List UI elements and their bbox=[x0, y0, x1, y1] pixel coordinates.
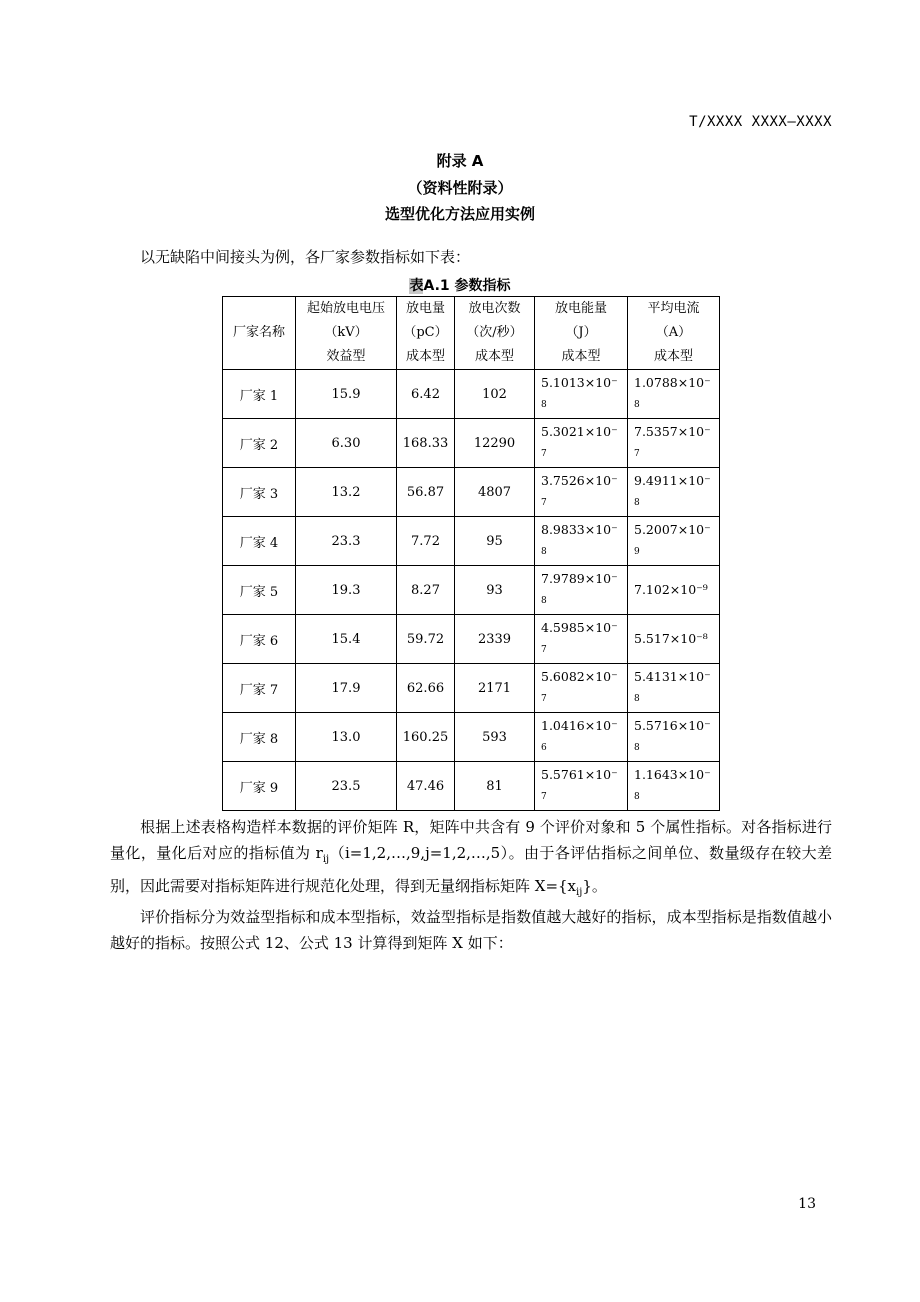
column-header-line: 放电量 bbox=[405, 301, 445, 316]
table-cell: 47.46 bbox=[397, 762, 455, 811]
table-cell: 厂家 2 bbox=[223, 419, 296, 468]
table-cell bbox=[535, 615, 628, 664]
table-row bbox=[223, 468, 720, 517]
para1-text-c: }。 bbox=[582, 877, 607, 895]
table-cell bbox=[535, 664, 628, 713]
table-cell: 厂家 3 bbox=[223, 468, 296, 517]
table-cell: 厂家 8 bbox=[223, 713, 296, 762]
table-cell: 102 bbox=[455, 370, 535, 419]
cell-line: 3.7526×10⁻ bbox=[541, 473, 618, 488]
document-code: T/XXXX XXXX—XXXX bbox=[689, 114, 832, 130]
cell-line: 8.9833×10⁻ bbox=[541, 522, 618, 537]
column-header-line: 起始放电电压 bbox=[306, 301, 385, 316]
cell-line: 8 bbox=[634, 400, 640, 410]
cell-line: 5.5716×10⁻ bbox=[634, 718, 711, 733]
cell-line: 8 bbox=[634, 743, 640, 753]
column-header-line: 放电能量 bbox=[554, 301, 607, 316]
column-header bbox=[455, 297, 535, 370]
paragraph-matrix bbox=[110, 814, 832, 906]
cell-line: 6 bbox=[541, 743, 547, 753]
cell-line: 1.1643×10⁻ bbox=[634, 767, 711, 782]
column-header bbox=[296, 297, 397, 370]
column-header-line: （A） bbox=[655, 325, 692, 340]
para1-text-a: 根据上述表格构造样本数据的评价矩阵 R，矩阵中共含有 9 个评价对象和 5 个属性指标。对各指标进行量化，量化后对应的指标值为 r bbox=[110, 818, 832, 862]
table-cell bbox=[535, 517, 628, 566]
column-header-line: （次/秒） bbox=[466, 325, 523, 340]
table-cell bbox=[628, 664, 720, 713]
cell-line: 5.4131×10⁻ bbox=[634, 669, 711, 684]
appendix-type: （资料性附录） bbox=[407, 179, 513, 197]
table-cell: 厂家 4 bbox=[223, 517, 296, 566]
table-cell: 168.33 bbox=[397, 419, 455, 468]
table-cell bbox=[628, 615, 720, 664]
para1-sub-1: ij bbox=[322, 854, 330, 865]
table-cell: 13.2 bbox=[296, 468, 397, 517]
table-cell bbox=[535, 419, 628, 468]
appendix-subject: 选型优化方法应用实例 bbox=[384, 205, 535, 223]
table-cell bbox=[628, 762, 720, 811]
table-cell: 厂家 5 bbox=[223, 566, 296, 615]
cell-line: 8 bbox=[541, 547, 547, 557]
table-cell bbox=[535, 468, 628, 517]
table-cell: 160.25 bbox=[397, 713, 455, 762]
column-header-line: 成本型 bbox=[653, 349, 693, 364]
table-cell: 15.4 bbox=[296, 615, 397, 664]
caption-prefix: 表 bbox=[409, 278, 424, 294]
cell-line: 7 bbox=[541, 792, 547, 802]
table-row bbox=[223, 762, 720, 811]
cell-line: 7.102×10⁻⁹ bbox=[634, 582, 708, 597]
column-header bbox=[535, 297, 628, 370]
table-cell bbox=[535, 566, 628, 615]
table-cell: 81 bbox=[455, 762, 535, 811]
table-cell: 13.0 bbox=[296, 713, 397, 762]
cell-line: 7 bbox=[634, 449, 640, 459]
para1-text-b: （i=1,2,…,9,j=1,2,…,5）。由于各评估指标之间单位、数量级存在较大差别，因此需要对指标矩阵进行规范化处理，得到无量纲指标矩阵 X={x bbox=[110, 844, 832, 895]
cell-line: 7 bbox=[541, 645, 547, 655]
table-cell: 6.42 bbox=[397, 370, 455, 419]
cell-line: 7.5357×10⁻ bbox=[634, 424, 711, 439]
table-caption bbox=[0, 275, 920, 295]
column-header-line: 成本型 bbox=[405, 349, 445, 364]
table-cell bbox=[628, 713, 720, 762]
cell-line: 5.6082×10⁻ bbox=[541, 669, 618, 684]
intro-text: 以无缺陷中间接头为例，各厂家参数指标如下表： bbox=[140, 248, 471, 266]
table-cell: 8.27 bbox=[397, 566, 455, 615]
table-row bbox=[223, 370, 720, 419]
cell-line: 5.5761×10⁻ bbox=[541, 767, 618, 782]
cell-line: 8 bbox=[634, 498, 640, 508]
column-header-line: 厂家名称 bbox=[232, 325, 285, 340]
para2-text: 评价指标分为效益型指标和成本型指标，效益型指标是指数值越大越好的指标，成本型指标是指数值越小越好的指标。按照公式 12、公式 13 计算得到矩阵 X 如下： bbox=[110, 908, 832, 952]
appendix-title: 附录 A bbox=[436, 152, 484, 170]
column-header-line: 平均电流 bbox=[647, 301, 700, 316]
table-row bbox=[223, 664, 720, 713]
table-cell bbox=[535, 762, 628, 811]
column-header bbox=[628, 297, 720, 370]
cell-line: 8 bbox=[634, 694, 640, 704]
table-row bbox=[223, 517, 720, 566]
table-cell: 17.9 bbox=[296, 664, 397, 713]
page-number: 13 bbox=[798, 1196, 816, 1212]
table-cell bbox=[628, 566, 720, 615]
column-header-line: 成本型 bbox=[474, 349, 514, 364]
table-cell: 2171 bbox=[455, 664, 535, 713]
caption-text: A.1 参数指标 bbox=[423, 278, 511, 294]
table-cell: 4807 bbox=[455, 468, 535, 517]
table-cell bbox=[628, 468, 720, 517]
cell-line: 5.2007×10⁻ bbox=[634, 522, 711, 537]
cell-line: 7.9789×10⁻ bbox=[541, 571, 618, 586]
table-cell: 15.9 bbox=[296, 370, 397, 419]
table-cell: 62.66 bbox=[397, 664, 455, 713]
cell-line: 5.3021×10⁻ bbox=[541, 424, 618, 439]
cell-line: 7 bbox=[541, 694, 547, 704]
table-cell: 12290 bbox=[455, 419, 535, 468]
cell-line: 9 bbox=[634, 547, 640, 557]
column-header bbox=[223, 297, 296, 370]
cell-line: 7 bbox=[541, 498, 547, 508]
cell-line: 8 bbox=[541, 596, 547, 606]
column-header-line: （kV） bbox=[324, 325, 368, 340]
table-cell: 56.87 bbox=[397, 468, 455, 517]
paragraph-indicators bbox=[110, 904, 832, 956]
table-cell bbox=[628, 370, 720, 419]
table-cell: 厂家 9 bbox=[223, 762, 296, 811]
cell-line: 4.5985×10⁻ bbox=[541, 620, 618, 635]
table-cell: 93 bbox=[455, 566, 535, 615]
table-header-row bbox=[223, 297, 720, 370]
table-cell: 2339 bbox=[455, 615, 535, 664]
table-cell: 59.72 bbox=[397, 615, 455, 664]
table-cell bbox=[628, 517, 720, 566]
table-cell: 7.72 bbox=[397, 517, 455, 566]
table-cell: 厂家 6 bbox=[223, 615, 296, 664]
table-cell: 厂家 1 bbox=[223, 370, 296, 419]
table-cell: 厂家 7 bbox=[223, 664, 296, 713]
cell-line: 1.0788×10⁻ bbox=[634, 375, 711, 390]
table-cell: 23.5 bbox=[296, 762, 397, 811]
column-header-line: 成本型 bbox=[561, 349, 601, 364]
table-cell: 95 bbox=[455, 517, 535, 566]
table-cell: 23.3 bbox=[296, 517, 397, 566]
table-cell: 19.3 bbox=[296, 566, 397, 615]
table-row bbox=[223, 419, 720, 468]
table-cell: 593 bbox=[455, 713, 535, 762]
cell-line: 1.0416×10⁻ bbox=[541, 718, 618, 733]
cell-line: 5.517×10⁻⁸ bbox=[634, 631, 708, 646]
cell-line: 8 bbox=[541, 400, 547, 410]
table-cell bbox=[535, 713, 628, 762]
parameter-table bbox=[222, 296, 720, 811]
column-header-line: 放电次数 bbox=[468, 301, 521, 316]
cell-line: 8 bbox=[634, 792, 640, 802]
table-row bbox=[223, 615, 720, 664]
column-header bbox=[397, 297, 455, 370]
column-header-line: （pC） bbox=[403, 325, 448, 340]
cell-line: 7 bbox=[541, 449, 547, 459]
cell-line: 5.1013×10⁻ bbox=[541, 375, 618, 390]
cell-line: 9.4911×10⁻ bbox=[634, 473, 711, 488]
table-row bbox=[223, 566, 720, 615]
table-cell bbox=[628, 419, 720, 468]
table-cell: 6.30 bbox=[296, 419, 397, 468]
column-header-line: （J） bbox=[565, 325, 597, 340]
table-cell bbox=[535, 370, 628, 419]
column-header-line: 效益型 bbox=[326, 349, 366, 364]
para1-sub-2: ij bbox=[576, 887, 583, 898]
table-row bbox=[223, 713, 720, 762]
